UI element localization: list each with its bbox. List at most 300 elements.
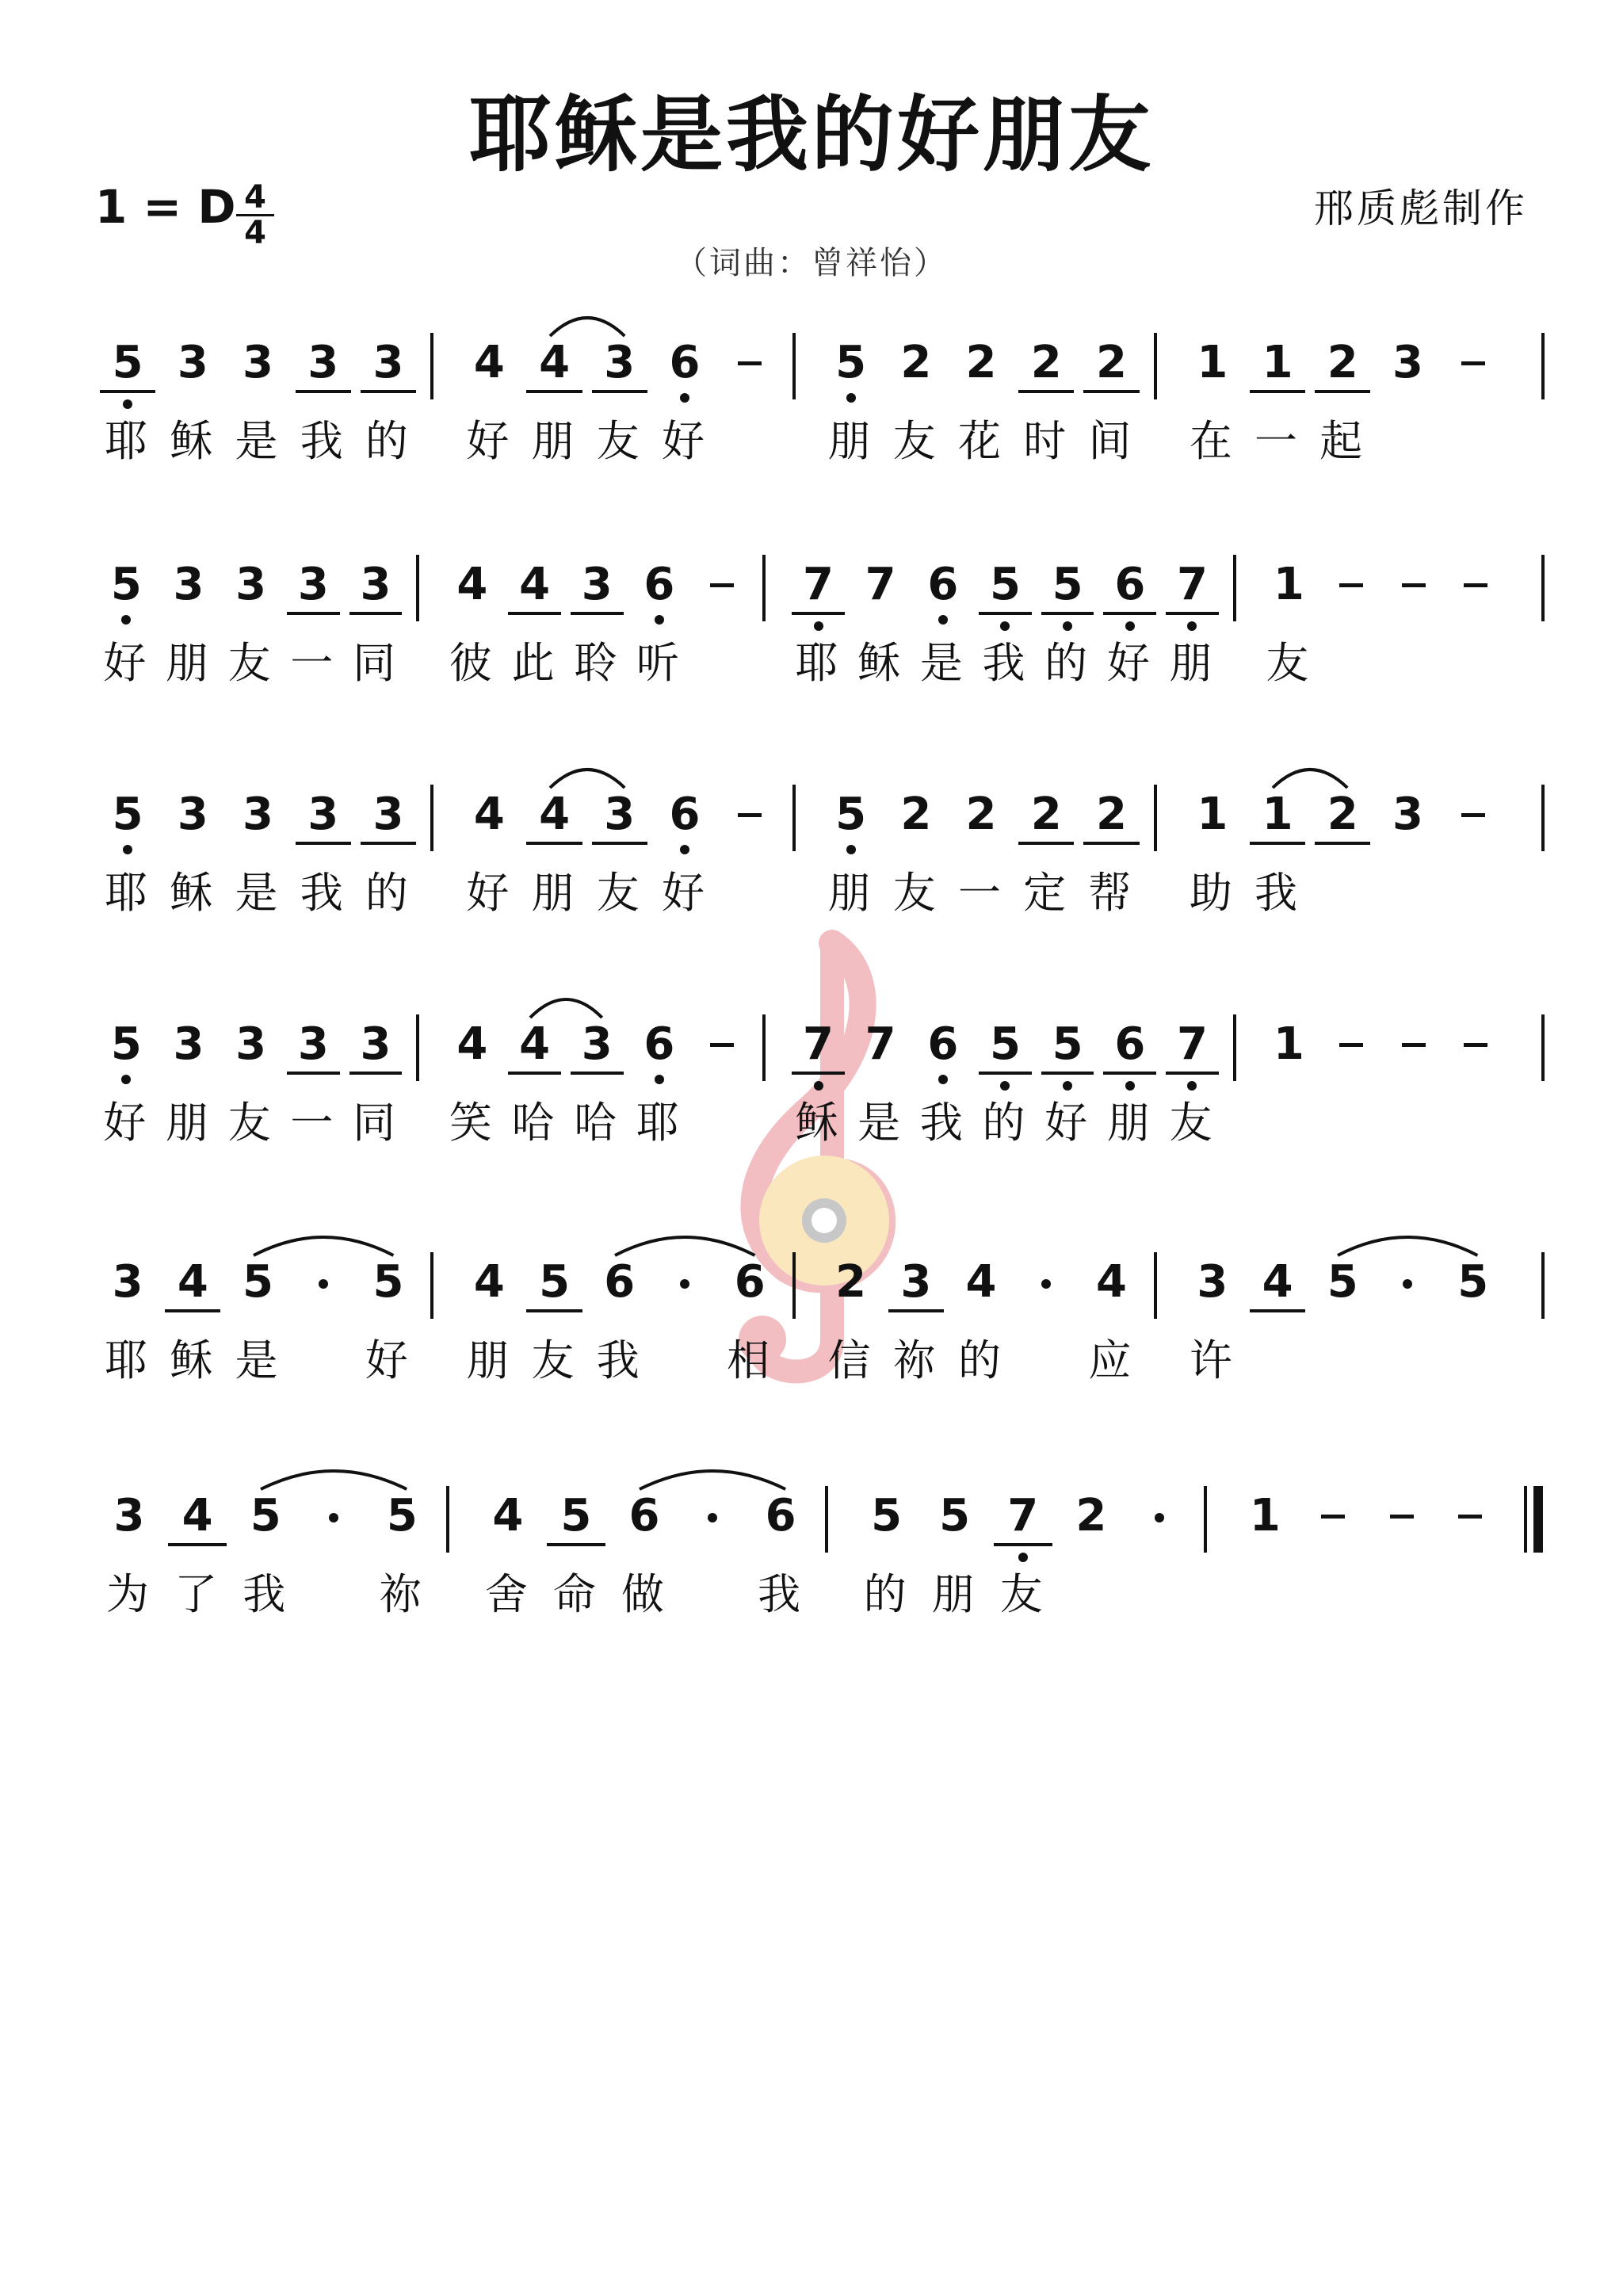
lyric-syllable: 友	[1266, 638, 1312, 688]
hold-dash	[738, 813, 762, 817]
note: 4	[456, 559, 488, 610]
lyric-syllable: 朋	[931, 1569, 978, 1619]
lyric-syllable: 做	[621, 1569, 667, 1619]
lyric-syllable: 稣	[170, 416, 216, 466]
lyric-syllable: 我	[300, 416, 346, 466]
lyric-syllable: 听	[636, 638, 682, 688]
lyric-syllable: 好	[103, 638, 150, 688]
lyric-syllable: 一	[958, 868, 1005, 918]
eighth-underline	[349, 1072, 403, 1075]
eighth-underline	[1041, 1072, 1094, 1075]
note: 3	[307, 789, 339, 840]
note: 5	[539, 1256, 571, 1308]
barline	[762, 1014, 766, 1081]
lyric-syllable: 笑	[449, 1098, 495, 1148]
lyric-syllable: 朋	[827, 868, 874, 918]
eighth-underline	[571, 1072, 624, 1075]
eighth-underline	[508, 612, 561, 615]
note: 7	[803, 559, 834, 610]
note: 5	[835, 337, 867, 388]
note: 6	[927, 1018, 959, 1070]
lower-octave-dot	[938, 615, 948, 625]
barline	[446, 1486, 449, 1553]
lyric-syllable: 耶	[105, 416, 151, 466]
lyric-syllable: 好	[466, 416, 513, 466]
note: 3	[581, 559, 613, 610]
lyric-syllable: 为	[106, 1569, 153, 1619]
lyric-syllable: 了	[174, 1569, 221, 1619]
eighth-underline	[1250, 842, 1305, 845]
lower-octave-dot	[846, 845, 856, 854]
lyric-syllable: 的	[1044, 638, 1091, 688]
note: 2	[900, 337, 932, 388]
lyric-syllable: 同	[352, 638, 399, 688]
eighth-underline	[526, 842, 582, 845]
eighth-underline	[1166, 612, 1219, 615]
hold-dash	[738, 361, 762, 365]
hold-dash	[710, 583, 734, 587]
lower-octave-dot	[123, 845, 132, 854]
note: 1	[1262, 337, 1293, 388]
note: 3	[297, 559, 329, 610]
note: 3	[112, 1256, 143, 1308]
note: 2	[1075, 1490, 1107, 1541]
note: 5	[112, 789, 143, 840]
note: 6	[734, 1256, 766, 1308]
eighth-underline	[1018, 842, 1074, 845]
note: 2	[900, 789, 932, 840]
slur	[547, 759, 628, 791]
lyric-syllable: 祢	[379, 1569, 426, 1619]
note: 4	[519, 559, 551, 610]
eighth-underline	[361, 390, 416, 393]
hold-dash	[1458, 1515, 1482, 1519]
lyric-syllable: 耶	[636, 1098, 682, 1148]
time-signature-top: 4	[244, 179, 266, 216]
lower-octave-dot	[121, 615, 131, 625]
slur	[250, 1227, 396, 1259]
lyric-syllable: 好	[466, 868, 513, 918]
hold-dash	[1339, 1043, 1363, 1047]
hold-dash	[1464, 1043, 1487, 1047]
note: 6	[669, 337, 701, 388]
lyric-syllable: 我	[758, 1569, 804, 1619]
note: 5	[560, 1490, 592, 1541]
eighth-underline	[100, 390, 155, 393]
note: 2	[965, 337, 997, 388]
slur	[636, 1461, 789, 1492]
lyric-syllable: 信	[827, 1335, 874, 1385]
note: 1	[1197, 337, 1228, 388]
note: 4	[965, 1256, 997, 1308]
augmentation-dot	[1403, 1279, 1412, 1289]
lyric-syllable: 的	[365, 416, 411, 466]
note: 3	[242, 337, 273, 388]
note: 4	[539, 337, 571, 388]
note: 4	[181, 1490, 213, 1541]
barline	[1233, 1014, 1236, 1081]
lyric-syllable: 友	[1169, 1098, 1216, 1148]
eighth-underline	[979, 1072, 1032, 1075]
eighth-underline	[1250, 1309, 1305, 1312]
lyric-syllable: 是	[919, 638, 966, 688]
lyric-syllable: 在	[1189, 416, 1235, 466]
lyric-syllable: 的	[365, 868, 411, 918]
eighth-underline	[361, 842, 416, 845]
note: 3	[360, 559, 391, 610]
lyric-syllable: 朋	[165, 638, 212, 688]
note: 2	[1095, 789, 1127, 840]
note: 3	[297, 1018, 329, 1070]
eighth-underline	[1103, 612, 1156, 615]
note: 3	[113, 1490, 145, 1541]
note: 6	[643, 559, 675, 610]
slur	[1270, 759, 1350, 791]
lyric-syllable: 同	[352, 1098, 399, 1148]
note: 5	[990, 559, 1021, 610]
lyric-syllable: 我	[300, 868, 346, 918]
lower-octave-dot	[1018, 1553, 1028, 1562]
barline	[416, 1014, 419, 1081]
eighth-underline	[349, 612, 403, 615]
lyric-syllable: 的	[982, 1098, 1029, 1148]
barline	[1541, 1014, 1545, 1081]
maker-credit: 邢质彪制作	[1314, 185, 1528, 231]
lower-octave-dot	[1063, 621, 1072, 631]
lyrics-music-credit: （词曲：曾祥怡）	[675, 245, 948, 281]
eighth-underline	[1103, 1072, 1156, 1075]
lower-octave-dot	[121, 1075, 131, 1084]
lyric-syllable: 一	[290, 1098, 337, 1148]
note: 2	[835, 1256, 867, 1308]
note: 1	[1262, 789, 1293, 840]
eighth-underline	[508, 1072, 561, 1075]
eighth-underline	[526, 390, 582, 393]
lyric-syllable: 耶	[795, 638, 842, 688]
eighth-underline	[592, 390, 647, 393]
lyric-syllable: 稣	[857, 638, 904, 688]
lyric-syllable: 命	[552, 1569, 599, 1619]
note: 3	[242, 789, 273, 840]
note: 3	[581, 1018, 613, 1070]
hold-dash	[1461, 361, 1485, 365]
note: 3	[173, 1018, 204, 1070]
lyric-syllable: 间	[1088, 416, 1135, 466]
lyric-syllable: 稣	[170, 868, 216, 918]
lyric-syllable: 助	[1189, 868, 1235, 918]
note: 3	[360, 1018, 391, 1070]
hold-dash	[1339, 583, 1363, 587]
note: 7	[803, 1018, 834, 1070]
hold-dash	[1321, 1515, 1345, 1519]
note: 4	[177, 1256, 208, 1308]
lyric-syllable: 一	[1254, 416, 1301, 466]
final-barline-thick	[1533, 1486, 1543, 1553]
note: 4	[1095, 1256, 1127, 1308]
note: 3	[1197, 1256, 1228, 1308]
barline	[1541, 555, 1545, 621]
eighth-underline	[1315, 842, 1370, 845]
lower-octave-dot	[814, 1081, 823, 1091]
note: 3	[1392, 789, 1423, 840]
barline	[1154, 1252, 1157, 1319]
hold-dash	[1464, 583, 1487, 587]
lower-octave-dot	[1000, 1081, 1010, 1091]
note: 1	[1249, 1490, 1281, 1541]
note: 3	[900, 1256, 932, 1308]
note: 4	[519, 1018, 551, 1070]
eighth-underline	[526, 1309, 582, 1312]
lyric-syllable: 哈	[511, 1098, 558, 1148]
note: 3	[372, 789, 404, 840]
lyric-syllable: 我	[1254, 868, 1301, 918]
lower-octave-dot	[938, 1075, 948, 1084]
lyric-syllable: 朋	[1169, 638, 1216, 688]
lyric-syllable: 好	[661, 416, 708, 466]
time-signature-bottom: 4	[236, 214, 274, 250]
note: 6	[1114, 1018, 1146, 1070]
note: 5	[1052, 1018, 1083, 1070]
lower-octave-dot	[1187, 621, 1197, 631]
lower-octave-dot	[814, 621, 823, 631]
augmentation-dot	[708, 1513, 717, 1522]
lyric-syllable: 好	[661, 868, 708, 918]
note: 2	[1327, 337, 1358, 388]
note: 5	[1052, 559, 1083, 610]
final-barline-thin	[1524, 1486, 1527, 1553]
lyric-syllable: 舍	[484, 1569, 531, 1619]
eighth-underline	[1315, 390, 1370, 393]
lyric-syllable: 我	[919, 1098, 966, 1148]
page-title: 耶稣是我的好朋友	[468, 86, 1154, 183]
lyric-syllable: 朋	[466, 1335, 513, 1385]
note: 3	[177, 789, 208, 840]
lyric-syllable: 稣	[170, 1335, 216, 1385]
lower-octave-dot	[680, 393, 689, 403]
note: 7	[1176, 1018, 1208, 1070]
note: 5	[871, 1490, 903, 1541]
eighth-underline	[571, 612, 624, 615]
eighth-underline	[296, 390, 351, 393]
note: 5	[250, 1490, 281, 1541]
note: 5	[372, 1256, 404, 1308]
barline	[1154, 785, 1157, 851]
augmentation-dot	[680, 1279, 689, 1289]
note: 6	[669, 789, 701, 840]
lyric-syllable: 是	[235, 1335, 281, 1385]
note: 2	[965, 789, 997, 840]
note: 4	[473, 337, 505, 388]
hold-dash	[1390, 1515, 1414, 1519]
note: 7	[1007, 1490, 1039, 1541]
lyric-syllable: 帮	[1088, 868, 1135, 918]
barline	[762, 555, 766, 621]
note: 5	[386, 1490, 418, 1541]
note: 3	[177, 337, 208, 388]
eighth-underline	[792, 612, 845, 615]
note: 1	[1273, 1018, 1304, 1070]
augmentation-dot	[1155, 1513, 1164, 1522]
eighth-underline	[1166, 1072, 1219, 1075]
lyric-syllable: 的	[863, 1569, 910, 1619]
lyric-syllable: 许	[1189, 1335, 1235, 1385]
eighth-underline	[287, 1072, 340, 1075]
note: 7	[865, 559, 896, 610]
note: 5	[112, 337, 143, 388]
slur	[527, 989, 605, 1021]
lyric-syllable: 友	[892, 416, 939, 466]
augmentation-dot	[329, 1513, 338, 1522]
barline	[1154, 333, 1157, 399]
lower-octave-dot	[1125, 621, 1135, 631]
note: 3	[235, 559, 267, 610]
eighth-underline	[168, 1543, 227, 1546]
eighth-underline	[1018, 390, 1074, 393]
note: 6	[765, 1490, 796, 1541]
lyric-syllable: 相	[727, 1335, 773, 1385]
eighth-underline	[287, 612, 340, 615]
augmentation-dot	[319, 1279, 328, 1289]
note: 3	[372, 337, 404, 388]
lyric-syllable: 友	[227, 1098, 274, 1148]
note: 5	[110, 559, 142, 610]
lyric-syllable: 应	[1088, 1335, 1135, 1385]
note: 4	[456, 1018, 488, 1070]
lyric-syllable: 的	[958, 1335, 1005, 1385]
note: 3	[235, 1018, 267, 1070]
note: 1	[1197, 789, 1228, 840]
note: 3	[173, 559, 204, 610]
lyric-syllable: 耶	[105, 868, 151, 918]
note: 5	[110, 1018, 142, 1070]
lyric-syllable: 花	[958, 416, 1005, 466]
lyric-syllable: 友	[531, 1335, 578, 1385]
lower-octave-dot	[655, 1075, 664, 1084]
lower-octave-dot	[1125, 1081, 1135, 1091]
note: 5	[990, 1018, 1021, 1070]
lower-octave-dot	[123, 399, 132, 409]
lyric-syllable: 朋	[531, 868, 578, 918]
lyric-syllable: 好	[1106, 638, 1153, 688]
note: 5	[1457, 1256, 1489, 1308]
eighth-underline	[1083, 390, 1139, 393]
augmentation-dot	[1041, 1279, 1051, 1289]
lyric-syllable: 稣	[795, 1098, 842, 1148]
lyric-syllable: 我	[242, 1569, 289, 1619]
slur	[612, 1227, 758, 1259]
eighth-underline	[547, 1543, 605, 1546]
note: 4	[473, 789, 505, 840]
barline	[1541, 1252, 1545, 1319]
eighth-underline	[592, 842, 647, 845]
eighth-underline	[888, 1309, 944, 1312]
note: 6	[628, 1490, 660, 1541]
barline	[1541, 333, 1545, 399]
lyric-syllable: 定	[1023, 868, 1070, 918]
eighth-underline	[296, 842, 351, 845]
lyric-syllable: 友	[227, 638, 274, 688]
slur	[547, 308, 628, 339]
barline	[430, 785, 433, 851]
eighth-underline	[994, 1543, 1052, 1546]
slur	[258, 1461, 410, 1492]
lyric-syllable: 好	[1044, 1098, 1091, 1148]
lyric-syllable: 朋	[827, 416, 874, 466]
lyric-syllable: 起	[1319, 416, 1366, 466]
lyric-syllable: 我	[982, 638, 1029, 688]
barline	[430, 333, 433, 399]
slur	[1335, 1227, 1480, 1259]
lyric-syllable: 耶	[105, 1335, 151, 1385]
note: 4	[1262, 1256, 1293, 1308]
eighth-underline	[979, 612, 1032, 615]
lyric-syllable: 祢	[892, 1335, 939, 1385]
lyric-syllable: 是	[235, 868, 281, 918]
note: 5	[242, 1256, 273, 1308]
lyric-syllable: 朋	[531, 416, 578, 466]
eighth-underline	[1250, 390, 1305, 393]
note: 3	[604, 789, 636, 840]
note: 5	[939, 1490, 971, 1541]
note: 1	[1273, 559, 1304, 610]
lyric-syllable: 是	[235, 416, 281, 466]
note: 5	[1327, 1256, 1358, 1308]
barline	[792, 1252, 796, 1319]
note: 3	[307, 337, 339, 388]
lyric-syllable: 好	[365, 1335, 411, 1385]
lyric-syllable: 哈	[574, 1098, 621, 1148]
barline	[792, 785, 796, 851]
lyric-syllable: 此	[511, 638, 558, 688]
hold-dash	[1402, 583, 1426, 587]
hold-dash	[1402, 1043, 1426, 1047]
lyric-syllable: 友	[999, 1569, 1046, 1619]
lyric-syllable: 一	[290, 638, 337, 688]
note: 4	[492, 1490, 524, 1541]
barline	[825, 1486, 828, 1553]
lower-octave-dot	[655, 615, 664, 625]
lower-octave-dot	[1000, 621, 1010, 631]
note: 2	[1030, 789, 1062, 840]
lower-octave-dot	[846, 393, 856, 403]
barline	[1541, 785, 1545, 851]
eighth-underline	[1041, 612, 1094, 615]
key-signature: 1 = D	[95, 180, 236, 234]
lyric-syllable: 朋	[1106, 1098, 1153, 1148]
note: 3	[1392, 337, 1423, 388]
note: 2	[1030, 337, 1062, 388]
lyric-syllable: 是	[857, 1098, 904, 1148]
note: 6	[643, 1018, 675, 1070]
hold-dash	[710, 1043, 734, 1047]
hold-dash	[1461, 813, 1485, 817]
lyric-syllable: 友	[892, 868, 939, 918]
lyric-syllable: 友	[596, 868, 643, 918]
barline	[430, 1252, 433, 1319]
note: 3	[604, 337, 636, 388]
lower-octave-dot	[1063, 1081, 1072, 1091]
lyric-syllable: 彼	[449, 638, 495, 688]
eighth-underline	[792, 1072, 845, 1075]
note: 6	[927, 559, 959, 610]
note: 2	[1327, 789, 1358, 840]
lyric-syllable: 时	[1023, 416, 1070, 466]
note: 7	[1176, 559, 1208, 610]
eighth-underline	[1083, 842, 1139, 845]
lower-octave-dot	[1187, 1081, 1197, 1091]
barline	[792, 333, 796, 399]
note: 4	[473, 1256, 505, 1308]
